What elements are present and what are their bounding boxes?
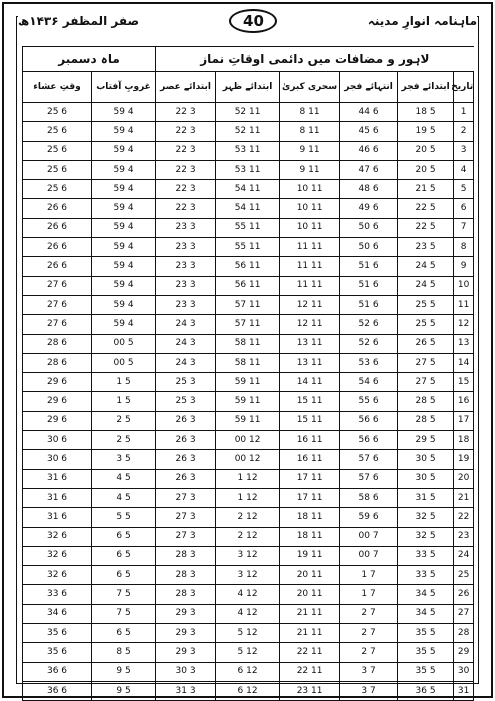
table-row [23,411,474,430]
time-cell: 6 54 [340,373,398,392]
time-cell: 5 4 [92,488,156,507]
date-cell: 18 [454,431,474,450]
table-row [23,276,474,295]
time-cell: 12 1 [216,488,280,507]
time-cell: 6 29 [23,373,92,392]
date-cell: 28 [454,624,474,643]
time-cell: 11 21 [280,604,340,623]
time-cell: 5 33 [398,546,454,565]
time-cell: 11 22 [280,643,340,662]
col-header-sehri: سحری کبریٰ [280,72,340,103]
time-cell: 12 2 [216,527,280,546]
time-cell: 4 59 [92,103,156,122]
column-header-row [23,72,474,103]
table-row [23,681,474,700]
date-cell: 20 [454,469,474,488]
time-cell: 11 13 [280,334,340,353]
time-cell: 3 27 [156,488,216,507]
time-cell: 11 18 [280,527,340,546]
time-cell: 6 32 [23,566,92,585]
col-header-asr: ابتدائے عصر [156,72,216,103]
date-cell: 7 [454,218,474,237]
time-cell: 5 2 [92,431,156,450]
time-cell: 6 31 [23,508,92,527]
time-cell: 12 3 [216,566,280,585]
table-title-row [23,47,474,72]
time-cell: 3 24 [156,353,216,372]
time-cell: 11 53 [216,160,280,179]
date-cell: 12 [454,315,474,334]
time-cell: 11 17 [280,469,340,488]
time-cell: 5 4 [92,469,156,488]
time-cell: 4 59 [92,218,156,237]
time-cell: 11 10 [280,218,340,237]
date-cell: 23 [454,527,474,546]
prayer-times-table [22,46,474,701]
time-cell: 11 55 [216,238,280,257]
date-cell: 16 [454,392,474,411]
time-cell: 4 59 [92,122,156,141]
time-cell: 5 24 [398,257,454,276]
table-row [23,566,474,585]
time-cell: 5 22 [398,218,454,237]
time-cell: 6 32 [23,527,92,546]
time-cell: 6 34 [23,604,92,623]
time-cell: 5 32 [398,508,454,527]
magazine-title: ماہنامہ انوارِ مدینہ [367,14,477,28]
time-cell: 11 59 [216,392,280,411]
time-cell: 11 56 [216,276,280,295]
time-cell: 5 26 [398,334,454,353]
table-row [23,199,474,218]
time-cell: 6 30 [23,450,92,469]
table-row [23,546,474,565]
time-cell: 6 52 [340,315,398,334]
time-cell: 5 34 [398,585,454,604]
time-cell: 3 29 [156,604,216,623]
table-row [23,103,474,122]
time-cell: 5 9 [92,662,156,681]
time-cell: 6 27 [23,276,92,295]
table-row [23,392,474,411]
col-header-sunset: غروبِ آفتاب [92,72,156,103]
date-cell: 26 [454,585,474,604]
time-cell: 6 29 [23,411,92,430]
time-cell: 11 8 [280,122,340,141]
time-cell: 11 12 [280,295,340,314]
time-cell: 6 27 [23,295,92,314]
time-cell: 5 00 [92,334,156,353]
time-cell: 5 19 [398,122,454,141]
time-cell: 11 55 [216,218,280,237]
date-cell: 5 [454,180,474,199]
time-cell: 5 6 [92,566,156,585]
time-cell: 3 26 [156,469,216,488]
time-cell: 3 22 [156,199,216,218]
date-cell: 27 [454,604,474,623]
table-row [23,450,474,469]
time-cell: 7 1 [340,585,398,604]
time-cell: 6 25 [23,103,92,122]
time-cell: 4 59 [92,199,156,218]
time-cell: 7 2 [340,604,398,623]
time-cell: 6 31 [23,488,92,507]
time-cell: 5 27 [398,353,454,372]
time-cell: 6 25 [23,141,92,160]
time-cell: 5 18 [398,103,454,122]
time-cell: 6 44 [340,103,398,122]
time-cell: 11 21 [280,624,340,643]
time-cell: 7 00 [340,527,398,546]
date-cell: 4 [454,160,474,179]
date-cell: 22 [454,508,474,527]
time-cell: 5 8 [92,643,156,662]
time-cell: 12 4 [216,585,280,604]
time-cell: 6 27 [23,315,92,334]
time-cell: 6 46 [340,141,398,160]
time-cell: 3 28 [156,585,216,604]
time-cell: 11 23 [280,681,340,700]
table-row [23,122,474,141]
table-row [23,141,474,160]
col-header-zuhr: ابتدائے ظہر [216,72,280,103]
time-cell: 11 10 [280,199,340,218]
time-cell: 11 11 [280,257,340,276]
time-cell: 6 26 [23,199,92,218]
table-row [23,431,474,450]
time-cell: 11 54 [216,199,280,218]
time-cell: 3 31 [156,681,216,700]
time-cell: 6 50 [340,218,398,237]
time-cell: 11 11 [280,238,340,257]
time-cell: 11 57 [216,295,280,314]
time-cell: 5 6 [92,527,156,546]
table-row [23,643,474,662]
time-cell: 5 35 [398,662,454,681]
time-cell: 5 28 [398,392,454,411]
time-cell: 6 56 [340,411,398,430]
time-cell: 5 25 [398,315,454,334]
time-cell: 12 3 [216,546,280,565]
time-cell: 6 26 [23,218,92,237]
date-cell: 24 [454,546,474,565]
time-cell: 6 53 [340,353,398,372]
time-cell: 7 3 [340,662,398,681]
time-cell: 12 5 [216,624,280,643]
prayer-times-table-container [22,46,474,696]
time-cell: 5 5 [92,508,156,527]
time-cell: 7 2 [340,624,398,643]
time-cell: 5 24 [398,276,454,295]
table-row [23,334,474,353]
time-cell: 5 20 [398,141,454,160]
time-cell: 6 35 [23,643,92,662]
time-cell: 11 20 [280,566,340,585]
time-cell: 5 23 [398,238,454,257]
date-cell: 11 [454,295,474,314]
time-cell: 5 7 [92,604,156,623]
time-cell: 6 49 [340,199,398,218]
time-cell: 5 34 [398,604,454,623]
date-cell: 15 [454,373,474,392]
time-cell: 7 2 [340,643,398,662]
time-cell: 4 59 [92,180,156,199]
time-cell: 5 6 [92,624,156,643]
time-cell: 3 29 [156,643,216,662]
date-cell: 21 [454,488,474,507]
table-row [23,180,474,199]
time-cell: 6 25 [23,160,92,179]
time-cell: 11 20 [280,585,340,604]
time-cell: 3 28 [156,546,216,565]
time-cell: 12 6 [216,662,280,681]
time-cell: 11 56 [216,257,280,276]
time-cell: 6 28 [23,334,92,353]
date-cell: 25 [454,566,474,585]
time-cell: 11 12 [280,315,340,334]
date-cell: 14 [454,353,474,372]
time-cell: 4 59 [92,141,156,160]
time-cell: 7 3 [340,681,398,700]
time-cell: 3 22 [156,180,216,199]
time-cell: 5 22 [398,199,454,218]
time-cell: 6 59 [340,508,398,527]
time-cell: 11 54 [216,180,280,199]
time-cell: 3 30 [156,662,216,681]
time-cell: 6 26 [23,257,92,276]
table-row [23,508,474,527]
time-cell: 12 00 [216,431,280,450]
time-cell: 4 59 [92,276,156,295]
table-row [23,527,474,546]
time-cell: 6 48 [340,180,398,199]
time-cell: 5 1 [92,392,156,411]
col-header-date: تاریخ [454,72,474,103]
time-cell: 11 17 [280,488,340,507]
time-cell: 12 5 [216,643,280,662]
time-cell: 6 47 [340,160,398,179]
time-cell: 5 33 [398,566,454,585]
time-cell: 12 2 [216,508,280,527]
time-cell: 12 6 [216,681,280,700]
date-cell: 10 [454,276,474,295]
time-cell: 6 58 [340,488,398,507]
time-cell: 3 27 [156,527,216,546]
time-cell: 11 16 [280,431,340,450]
time-cell: 3 28 [156,566,216,585]
time-cell: 6 51 [340,295,398,314]
time-cell: 3 22 [156,122,216,141]
time-cell: 6 57 [340,469,398,488]
time-cell: 11 18 [280,508,340,527]
date-cell: 31 [454,681,474,700]
table-row [23,604,474,623]
time-cell: 3 23 [156,218,216,237]
table-row [23,353,474,372]
time-cell: 5 36 [398,681,454,700]
time-cell: 5 1 [92,373,156,392]
month-label: ماہ دسمبر [23,47,156,72]
date-cell: 13 [454,334,474,353]
time-cell: 3 22 [156,103,216,122]
page-number: 40 [229,9,277,33]
time-cell: 7 1 [340,566,398,585]
time-cell: 11 10 [280,180,340,199]
time-cell: 11 59 [216,373,280,392]
time-cell: 6 31 [23,469,92,488]
time-cell: 3 22 [156,160,216,179]
page-header [18,8,477,34]
date-cell: 17 [454,411,474,430]
table-row [23,488,474,507]
time-cell: 5 35 [398,624,454,643]
time-cell: 6 32 [23,546,92,565]
time-cell: 11 14 [280,373,340,392]
time-cell: 11 19 [280,546,340,565]
time-cell: 3 24 [156,315,216,334]
time-cell: 3 25 [156,392,216,411]
time-cell: 5 6 [92,546,156,565]
time-cell: 12 1 [216,469,280,488]
date-cell: 19 [454,450,474,469]
time-cell: 6 29 [23,392,92,411]
time-cell: 5 30 [398,469,454,488]
table-row [23,257,474,276]
time-cell: 11 9 [280,160,340,179]
time-cell: 5 20 [398,160,454,179]
time-cell: 3 27 [156,508,216,527]
time-cell: 11 58 [216,353,280,372]
time-cell: 11 11 [280,276,340,295]
time-cell: 5 30 [398,450,454,469]
time-cell: 12 00 [216,450,280,469]
time-cell: 5 3 [92,450,156,469]
time-cell: 3 23 [156,257,216,276]
time-cell: 5 28 [398,411,454,430]
time-cell: 6 28 [23,353,92,372]
time-cell: 6 45 [340,122,398,141]
table-row [23,160,474,179]
time-cell: 4 59 [92,257,156,276]
time-cell: 6 26 [23,238,92,257]
table-row [23,238,474,257]
time-cell: 5 25 [398,295,454,314]
time-cell: 11 9 [280,141,340,160]
table-row [23,295,474,314]
time-cell: 11 53 [216,141,280,160]
time-cell: 11 15 [280,392,340,411]
table-row [23,585,474,604]
time-cell: 11 58 [216,334,280,353]
col-header-fajr-end: انتہائے فجر [340,72,398,103]
col-header-isha: وقتِ عشاء [23,72,92,103]
date-cell: 29 [454,643,474,662]
issue-date: صفر المظفر ۱۴۳۶ھ [18,14,140,28]
time-cell: 11 57 [216,315,280,334]
time-cell: 11 15 [280,411,340,430]
time-cell: 3 29 [156,624,216,643]
time-cell: 5 2 [92,411,156,430]
time-cell: 5 21 [398,180,454,199]
time-cell: 6 30 [23,431,92,450]
time-cell: 3 25 [156,373,216,392]
date-cell: 2 [454,122,474,141]
time-cell: 6 51 [340,257,398,276]
time-cell: 4 59 [92,315,156,334]
time-cell: 5 29 [398,431,454,450]
table-row [23,315,474,334]
time-cell: 6 35 [23,624,92,643]
time-cell: 5 35 [398,643,454,662]
time-cell: 6 56 [340,431,398,450]
date-cell: 8 [454,238,474,257]
time-cell: 6 55 [340,392,398,411]
time-cell: 6 25 [23,180,92,199]
table-title: لاہور و مضافات میں دائمی اوقاتِ نماز [156,47,474,72]
time-cell: 3 24 [156,334,216,353]
time-cell: 3 23 [156,295,216,314]
time-cell: 5 7 [92,585,156,604]
time-cell: 6 36 [23,681,92,700]
time-cell: 11 8 [280,103,340,122]
time-cell: 6 33 [23,585,92,604]
time-cell: 5 9 [92,681,156,700]
time-cell: 11 59 [216,411,280,430]
date-cell: 30 [454,662,474,681]
time-cell: 11 52 [216,122,280,141]
time-cell: 5 31 [398,488,454,507]
time-cell: 4 59 [92,295,156,314]
time-cell: 11 22 [280,662,340,681]
time-cell: 11 16 [280,450,340,469]
time-cell: 4 59 [92,160,156,179]
time-cell: 7 00 [340,546,398,565]
time-cell: 6 52 [340,334,398,353]
time-cell: 3 22 [156,141,216,160]
date-cell: 9 [454,257,474,276]
time-cell: 3 23 [156,238,216,257]
time-cell: 3 23 [156,276,216,295]
col-header-fajr-start: ابتدائے فجر [398,72,454,103]
table-row [23,218,474,237]
time-cell: 3 26 [156,431,216,450]
date-cell: 3 [454,141,474,160]
time-cell: 12 4 [216,604,280,623]
time-cell: 5 32 [398,527,454,546]
time-cell: 3 26 [156,411,216,430]
date-cell: 6 [454,199,474,218]
time-cell: 11 52 [216,103,280,122]
date-cell: 1 [454,103,474,122]
time-cell: 4 59 [92,238,156,257]
table-row [23,373,474,392]
time-cell: 6 36 [23,662,92,681]
time-cell: 11 13 [280,353,340,372]
time-cell: 5 00 [92,353,156,372]
time-cell: 3 26 [156,450,216,469]
time-cell: 6 50 [340,238,398,257]
time-cell: 5 27 [398,373,454,392]
time-cell: 6 51 [340,276,398,295]
time-cell: 6 25 [23,122,92,141]
table-row [23,624,474,643]
time-cell: 6 57 [340,450,398,469]
table-row [23,662,474,681]
table-row [23,469,474,488]
